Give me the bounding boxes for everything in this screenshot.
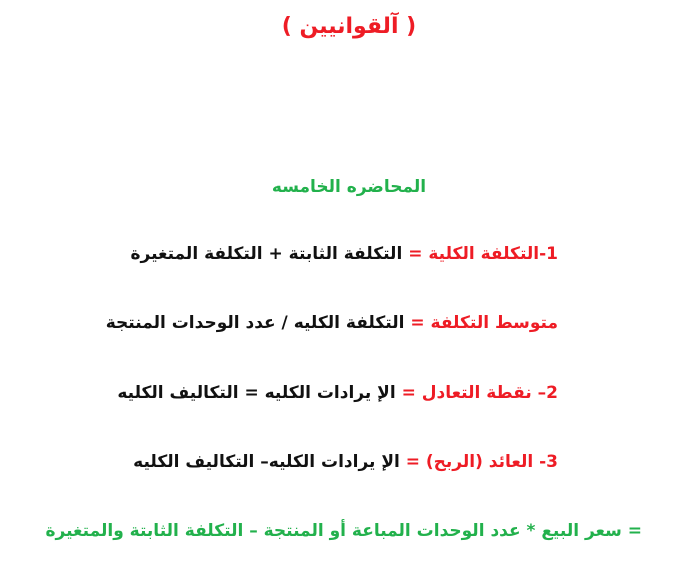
law-term: متوسط التكلفة = — [410, 313, 558, 333]
final-formula: = سعر البيع * عدد الوحدات المباعة أو المنتجة – التكلفة الثابتة والمتغيرة — [45, 521, 642, 541]
law-definition: التكلفة الكليه / عدد الوحدات المنتجة — [105, 313, 411, 333]
law-break-even-point — [117, 383, 558, 403]
law-term: 2– نقطة التعادل = — [401, 383, 558, 403]
law-average-cost — [106, 313, 558, 333]
law-definition: الإ يرادات الكليه– التكاليف الكليه — [133, 452, 406, 472]
law-return-profit — [133, 452, 558, 472]
law-definition: التكلفة الثابتة + التكلفة المتغيرة — [130, 244, 409, 264]
law-term: 3- العائد (الربح) = — [405, 452, 558, 472]
lecture-heading: المحاضره الخامسه — [271, 177, 427, 197]
law-total-cost — [130, 244, 558, 264]
law-definition: الإ يرادات الكليه = التكاليف الكليه — [117, 383, 402, 403]
page-title: ( آلقوانيين ) — [281, 14, 417, 39]
law-term: 1-التكلفة الكلية = — [408, 244, 558, 264]
